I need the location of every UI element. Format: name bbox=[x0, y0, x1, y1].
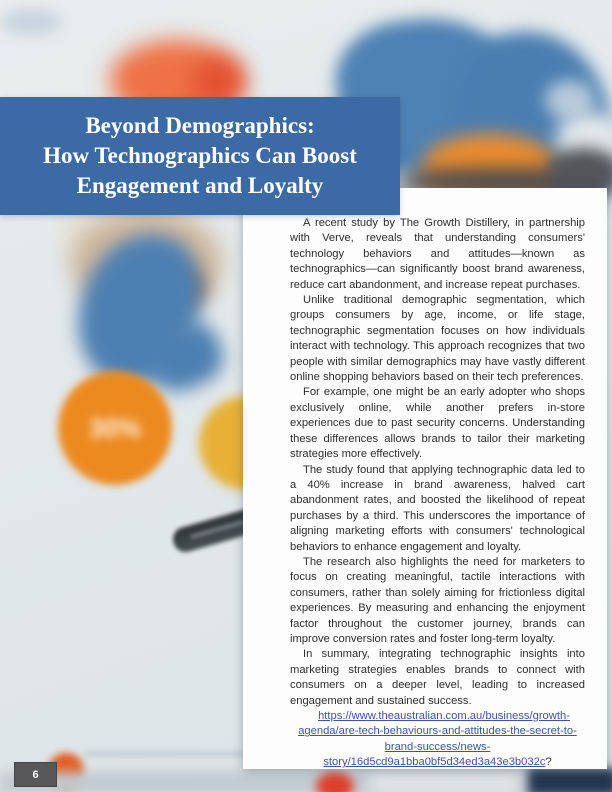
photo-faint-line bbox=[85, 752, 245, 756]
photo-navy-blob-bottom bbox=[528, 768, 612, 792]
page-number: 6 bbox=[32, 768, 39, 781]
article-paragraph: In summary, integrating technographic insights into marketing strategies enables brands to connect with consumers on a deeper level, leading to increased engagement and sustained success. bbox=[290, 648, 585, 707]
page-number-badge bbox=[14, 762, 57, 787]
photo-bottom-strip bbox=[0, 772, 612, 792]
article-body bbox=[290, 216, 585, 771]
article-panel bbox=[243, 188, 607, 769]
article-paragraph: A recent study by The Growth Distillery, in partnership with Verve, reveals that understanding consumers' technology behaviors and attitudes—known as technographics—can significantly boost brand awareness, reduce cart abandonment, and increase repeat purchases. bbox=[290, 217, 585, 291]
title-banner bbox=[0, 97, 400, 215]
source-link[interactable]: https://www.theaustralian.com.au/business/growth-agenda/are-tech-behaviours-and-attitudes-the-secret-to-brand-success/news-story/16d5cd9a1bba0bf5d34ed3a43e3b032c bbox=[298, 710, 577, 769]
photo-light-patch-bottom bbox=[370, 770, 520, 792]
link-suffix: ? bbox=[545, 756, 552, 769]
photo-red-blob-bottom bbox=[316, 772, 354, 792]
article-paragraph: The study found that applying technographic data led to a 40% increase in brand awareness, halved cart abandonment rates, and boosted the likelihood of repeat purchases by a third. This underscores the importance of aligning marketing efforts with consumers' technological behaviors to enhance engagement and loyalty. bbox=[290, 463, 585, 553]
page-title-line: How Technographics Can Boost bbox=[43, 143, 357, 168]
article-paragraph: Unlike traditional demographic segmentation, which groups consumers by age, income, or life stage, technographic segmentation focuses on how individuals interact with technology. This approach recognizes that two people with similar demographics may have vastly different online shopping behaviors based on their tech preferences. bbox=[290, 294, 585, 384]
source-link-line bbox=[290, 709, 585, 771]
article-paragraph: The research also highlights the need for marketers to focus on creating meaningful, tactile interactions with consumers, rather than solely aiming for frictionless digital experiences. By measuring and enhancing the enjoyment factor throughout the customer journey, brands can improve conversion rates and foster long-term loyalty. bbox=[290, 555, 585, 645]
article-paragraph: For example, one might be an early adopter who shops exclusively online, while another prefers in-store experiences due to past security concerns. Understanding these differences allows brands to tailor their marketing strategies more effectively. bbox=[290, 386, 585, 461]
photo-percentage-bubble bbox=[58, 371, 172, 485]
page-title-line: Beyond Demographics: bbox=[85, 113, 315, 138]
photo-map-fragment bbox=[2, 10, 60, 34]
page-title-line: Engagement and Loyalty bbox=[76, 173, 324, 198]
photo-percentage-label: 30% bbox=[88, 412, 142, 443]
